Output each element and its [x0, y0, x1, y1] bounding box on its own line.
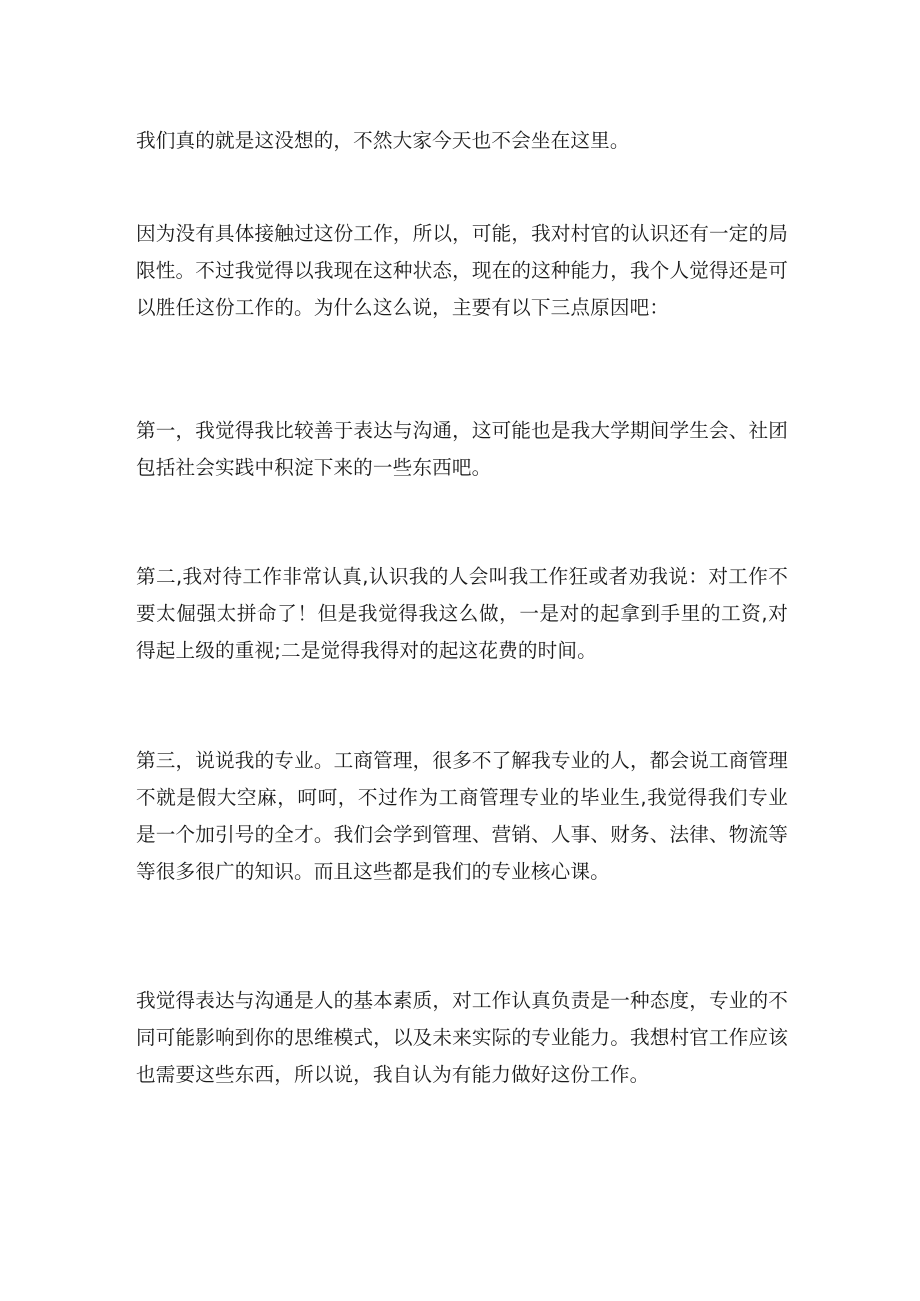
- paragraph-5: 第三，说说我的专业。工商管理，很多不了解我专业的人，都会说工商管理不就是假大空麻，呵呵，不过作为工商管理专业的毕业生,我觉得我们专业是一个加引号的全才。我们会学到管理、营销、人事、财务、法律、物流等等很多很广的知识。而且这些都是我们的专业核心课。: [136, 749, 788, 883]
- paragraph-6: 我觉得表达与沟通是人的基本素质，对工作认真负责是一种态度，专业的不同可能影响到你的思维模式，以及未来实际的专业能力。我想村官工作应该也需要这些东西，所以说，我自认为有能力做好这份工作。: [136, 989, 788, 1086]
- paragraph-4: 第二,我对待工作非常认真,认识我的人会叫我工作狂或者劝我说：对工作不要太倔强太拼命了！但是我觉得我这么做，一是对的起拿到手里的工资,对得起上级的重视;二是觉得我得对的起这花费的时间。: [136, 565, 788, 662]
- paragraph-3: 第一，我觉得我比较善于表达与沟通，这可能也是我大学期间学生会、社团包括社会实践中积淀下来的一些东西吧。: [136, 419, 788, 479]
- paragraph-1: 我们真的就是这没想的，不然大家今天也不会坐在这里。: [136, 129, 630, 152]
- paragraph-2: 因为没有具体接触过这份工作，所以，可能，我对村官的认识还有一定的局限性。不过我觉得以我现在这种状态，现在的这种能力，我个人觉得还是可以胜任这份工作的。为什么这么说，主要有以下三点原因吧：: [136, 222, 788, 319]
